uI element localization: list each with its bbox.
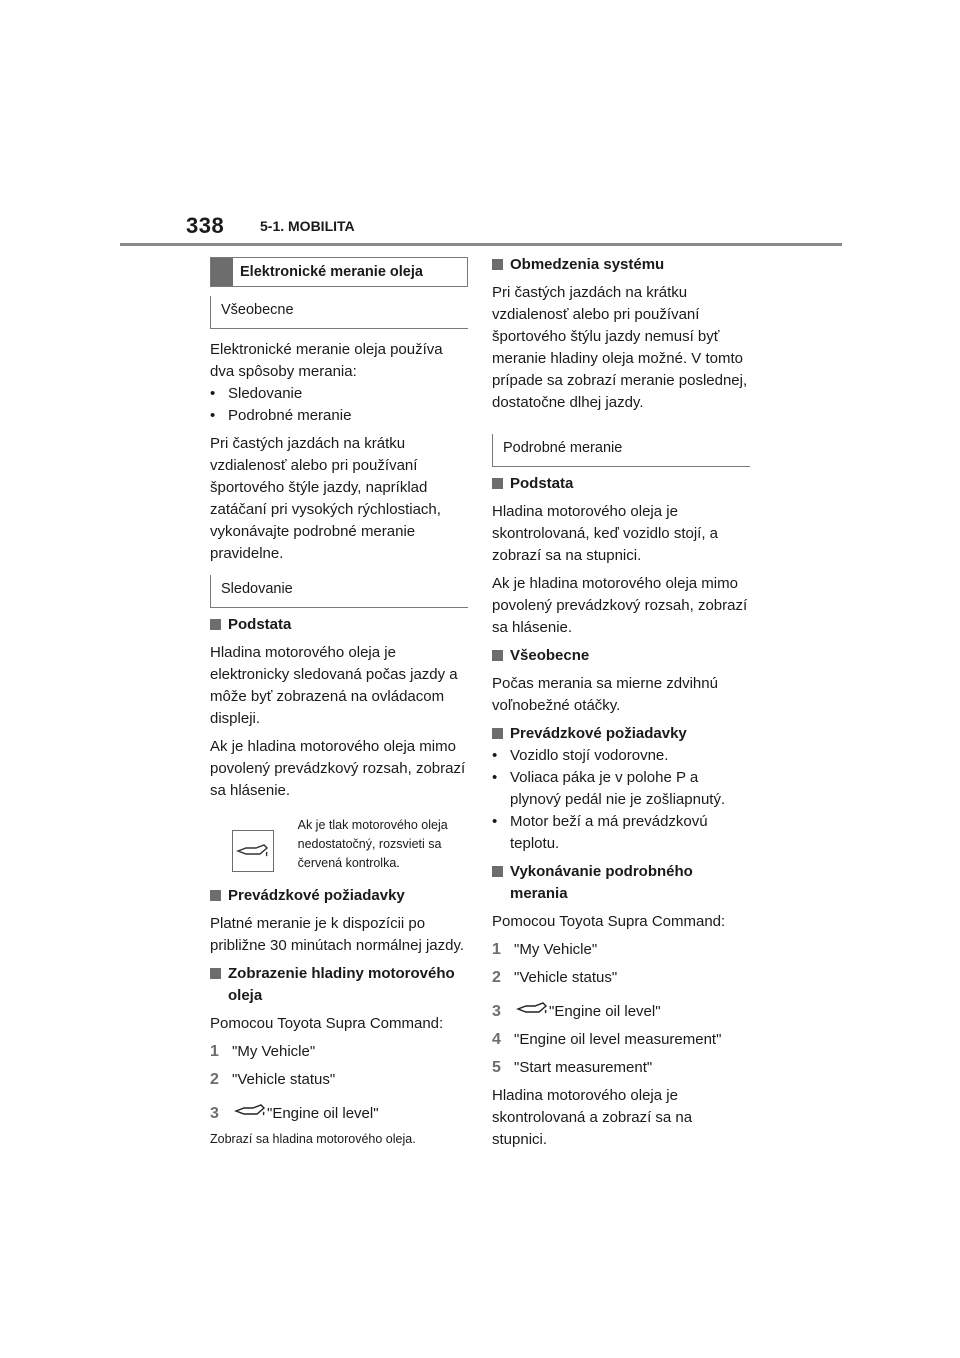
heading-perform: Vykonávanie podrobného merania <box>492 861 750 905</box>
section-marker <box>211 258 233 286</box>
left-column <box>210 257 468 1148</box>
heading-display: Zobrazenie hladiny motorového oleja <box>210 963 468 1007</box>
page-number: 338 <box>186 213 225 238</box>
paragraph: Hladina motorového oleja je skontrolovaná, keď vozidlo stojí, a zobrazí sa na stupnici. <box>492 503 719 564</box>
subsection-monitoring <box>210 575 468 608</box>
section-heading <box>210 257 468 287</box>
paragraph: Ak je hladina motorového oleja mimo povolený prevádzkový rozsah, zobrazí sa hlásenie. <box>492 575 748 636</box>
step-item: 2 "Vehicle status" <box>492 969 618 986</box>
square-bullet-icon <box>492 478 503 489</box>
square-bullet-icon <box>492 650 503 661</box>
warning-note <box>210 816 468 873</box>
square-bullet-icon <box>492 866 503 877</box>
heading-principle: Podstata <box>210 614 468 636</box>
step-item: 1 "My Vehicle" <box>210 1043 316 1060</box>
list-item: • Voliaca páka je v polohe P a plynový pedál nie je zošliapnutý. <box>492 769 726 808</box>
subsection-title: Sledovanie <box>221 581 293 597</box>
oil-can-icon <box>232 1103 266 1125</box>
header-divider <box>120 243 842 246</box>
heading-requirements: Prevádzkové požiadavky <box>492 723 750 745</box>
chapter-title: 5-1. MOBILITA <box>260 218 355 234</box>
subsection-title: Všeobecne <box>221 302 294 318</box>
heading-requirements: Prevádzkové požiadavky <box>210 885 468 907</box>
intro-text: Elektronické meranie oleja používa dva spôsoby merania: <box>210 341 443 380</box>
heading-limits: Obmedzenia systému <box>492 254 750 276</box>
list-item: • Motor beží a má prevádzkovú teplotu. <box>492 813 708 852</box>
square-bullet-icon <box>492 728 503 739</box>
paragraph: Platné meranie je k dispozícii po približne 30 minútach normálnej jazdy. <box>210 915 465 954</box>
paragraph: Pomocou Toyota Supra Command: <box>210 1015 444 1032</box>
list-item: • Vozidlo stojí vodorovne. <box>492 747 669 764</box>
right-column <box>492 254 750 1151</box>
subsection-general <box>210 296 468 329</box>
paragraph: Hladina motorového oleja je skontrolovaná a zobrazí sa na stupnici. <box>492 1087 693 1148</box>
step-item: 4 "Engine oil level measurement" <box>492 1031 722 1048</box>
square-bullet-icon <box>210 890 221 901</box>
list-item: • Podrobné meranie <box>210 407 352 424</box>
oil-pressure-warning-icon <box>232 830 274 872</box>
oil-can-icon <box>514 1001 548 1023</box>
section-title: Elektronické meranie oleja <box>240 264 423 280</box>
paragraph: Počas merania sa mierne zdvihnú voľnobežné otáčky. <box>492 675 718 714</box>
square-bullet-icon <box>210 619 221 630</box>
step-item: 2 "Vehicle status" <box>210 1071 336 1088</box>
paragraph: Pri častých jazdách na krátku vzdialenosť alebo pri používaní športového štýlu jazdy nemusí byť meranie hladiny oleja možné. V tomto prípade sa zobrazí meranie poslednej, dostatočne dlhej jazdy. <box>492 284 748 411</box>
paragraph: Hladina motorového oleja je elektronicky sledovaná počas jazdy a môže byť zobrazená na ovládacom displeji. <box>210 644 458 727</box>
paragraph: Ak je hladina motorového oleja mimo povolený prevádzkový rozsah, zobrazí sa hlásenie. <box>210 738 466 799</box>
heading-general: Všeobecne <box>492 645 750 667</box>
step-item: 1 "My Vehicle" <box>492 941 598 958</box>
step-item: 3 "Engine oil level" <box>210 1103 468 1125</box>
square-bullet-icon <box>210 968 221 979</box>
square-bullet-icon <box>492 259 503 270</box>
heading-principle: Podstata <box>492 473 750 495</box>
list-item: • Sledovanie <box>210 385 303 402</box>
step-item: 5 "Start measurement" <box>492 1059 653 1076</box>
paragraph: Pomocou Toyota Supra Command: <box>492 913 726 930</box>
note-text: Ak je tlak motorového oleja nedostatočný, rozsvieti sa červená kontrolka. <box>297 818 448 870</box>
subsection-detailed <box>492 434 750 467</box>
subsection-title: Podrobné meranie <box>503 440 623 456</box>
step-item: 3 "Engine oil level" <box>492 1001 750 1023</box>
result-text: Zobrazí sa hladina motorového oleja. <box>210 1132 416 1146</box>
paragraph: Pri častých jazdách na krátku vzdialenosť alebo pri používaní športového štýle jazdy, napríklad zatáčaní pri vysokých rýchlostiach, vykonávajte podrobné meranie pravidelne. <box>210 435 441 562</box>
